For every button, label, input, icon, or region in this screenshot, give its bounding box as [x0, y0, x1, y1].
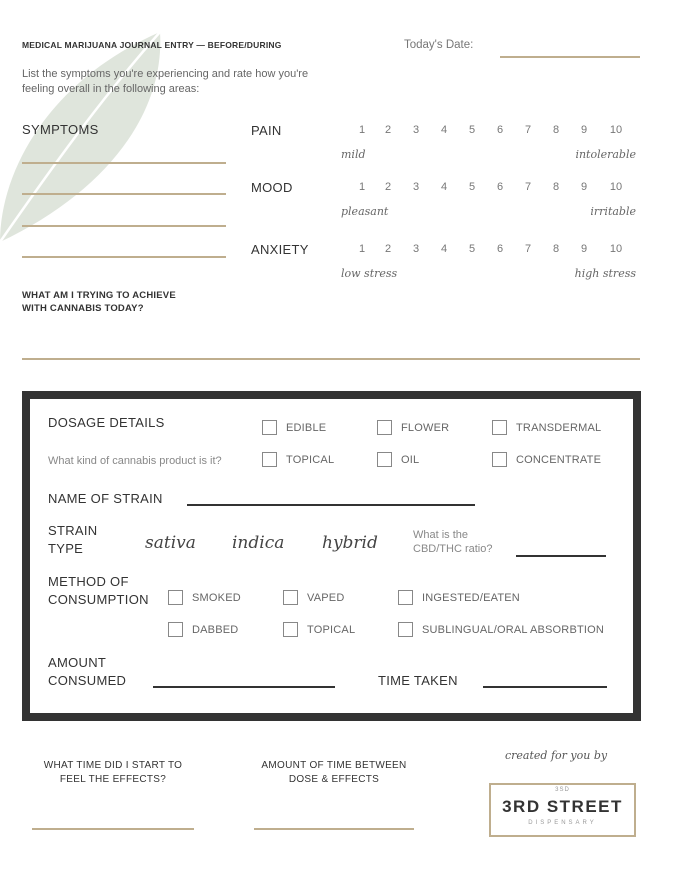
method-label-line: METHOD OF [48, 574, 129, 589]
goal-question-line: WITH CANNABIS TODAY? [22, 303, 144, 314]
sublingual-label: SUBLINGUAL/ORAL ABSORBTION [422, 624, 605, 636]
strain-name-field[interactable] [187, 504, 475, 506]
amount-label [48, 654, 126, 690]
scale-number[interactable]: 7 [524, 181, 532, 193]
credit-text: created for you by [505, 749, 608, 762]
ingested-label: INGESTED/EATEN [422, 592, 520, 604]
scale-number[interactable]: 8 [552, 181, 560, 193]
smoked-label: SMOKED [192, 592, 241, 604]
scale-high-label: high stress [574, 267, 636, 280]
time-between-field[interactable] [254, 828, 414, 830]
vaped-checkbox[interactable] [283, 590, 298, 605]
topical-product-label: TOPICAL [286, 454, 335, 466]
time-between-question-line: AMOUNT OF TIME BETWEEN [261, 760, 407, 771]
scale-number[interactable]: 4 [440, 181, 448, 193]
dabbed-label: DABBED [192, 624, 239, 636]
scale-high-label: irritable [590, 205, 636, 218]
scale-number[interactable]: 1 [358, 181, 366, 193]
edible-checkbox[interactable] [262, 420, 277, 435]
amount-label-line: CONSUMED [48, 673, 127, 688]
symptom-line[interactable] [22, 225, 226, 227]
scale-number[interactable]: 7 [524, 243, 532, 255]
time-between-question-line: DOSE & EFFECTS [288, 774, 380, 785]
edible-label: EDIBLE [286, 422, 327, 434]
oil-checkbox[interactable] [377, 452, 392, 467]
scale-number[interactable]: 1 [358, 124, 366, 136]
scale-number[interactable]: 10 [609, 243, 623, 255]
scale-number[interactable]: 10 [609, 181, 623, 193]
scale-label-mood: MOOD [251, 180, 293, 195]
strain-indica-option[interactable]: indica [232, 533, 285, 553]
symptom-line[interactable] [22, 193, 226, 195]
strain-sativa-option[interactable]: sativa [145, 533, 196, 553]
scale-number[interactable]: 7 [524, 124, 532, 136]
ratio-question-line: CBD/THC ratio? [413, 543, 493, 555]
symptom-line[interactable] [22, 162, 226, 164]
strain-type-label-line: TYPE [48, 541, 84, 556]
goal-question-line: WHAT AM I TRYING TO ACHIEVE [22, 290, 176, 301]
logo-main-text: 3RD STREET [502, 797, 623, 816]
amount-label-line: AMOUNT [48, 655, 107, 670]
scale-number[interactable]: 8 [552, 124, 560, 136]
ratio-question [413, 528, 492, 556]
scale-label-anxiety: ANXIETY [251, 242, 309, 257]
scale-number[interactable]: 5 [468, 124, 476, 136]
journal-title: MEDICAL MARIJUANA JOURNAL ENTRY — BEFORE/DURING [22, 40, 282, 50]
method-label-line: CONSUMPTION [48, 592, 149, 607]
oil-label: OIL [401, 454, 420, 466]
flower-label: FLOWER [401, 422, 450, 434]
goal-answer-line[interactable] [22, 358, 640, 360]
goal-question [22, 289, 176, 315]
scale-number[interactable]: 6 [496, 124, 504, 136]
time-taken-label: TIME TAKEN [378, 673, 458, 688]
topical-method-checkbox[interactable] [283, 622, 298, 637]
dispensary-logo [489, 783, 636, 837]
time-taken-field[interactable] [483, 686, 607, 688]
scale-number[interactable]: 5 [468, 181, 476, 193]
scale-number[interactable]: 6 [496, 181, 504, 193]
transdermal-checkbox[interactable] [492, 420, 507, 435]
scale-number[interactable]: 2 [384, 124, 392, 136]
amount-field[interactable] [153, 686, 335, 688]
scale-number[interactable]: 5 [468, 243, 476, 255]
strain-type-label-line: STRAIN [48, 523, 98, 538]
scale-number[interactable]: 10 [609, 124, 623, 136]
strain-type-label [48, 522, 97, 558]
product-question: What kind of cannabis product is it? [48, 455, 222, 467]
transdermal-label: TRANSDERMAL [516, 422, 602, 434]
dosage-title: DOSAGE DETAILS [48, 415, 165, 430]
logo-small-text: 3SD [555, 787, 570, 793]
scale-number[interactable]: 3 [412, 124, 420, 136]
scale-number[interactable]: 3 [412, 181, 420, 193]
scale-number[interactable]: 6 [496, 243, 504, 255]
symptoms-heading: SYMPTOMS [22, 122, 99, 137]
strain-hybrid-option[interactable]: hybrid [322, 533, 378, 553]
effects-start-question-line: FEEL THE EFFECTS? [59, 774, 167, 785]
smoked-checkbox[interactable] [168, 590, 183, 605]
scale-low-label: pleasant [341, 205, 389, 218]
scale-number[interactable]: 8 [552, 243, 560, 255]
date-label: Today's Date: [404, 39, 474, 51]
intro-text: List the symptoms you're experiencing and rate how you're feeling overall in the following areas: [22, 68, 309, 95]
ratio-field[interactable] [516, 555, 606, 557]
vaped-label: VAPED [307, 592, 345, 604]
scale-number[interactable]: 9 [580, 181, 588, 193]
scale-high-label: intolerable [575, 148, 636, 161]
scale-number[interactable]: 9 [580, 124, 588, 136]
scale-low-label: mild [341, 148, 366, 161]
scale-low-label: low stress [341, 267, 398, 280]
symptom-line[interactable] [22, 256, 226, 258]
method-label [48, 573, 149, 609]
sublingual-checkbox[interactable] [398, 622, 413, 637]
scale-number[interactable]: 4 [440, 243, 448, 255]
time-between-question [248, 759, 420, 787]
scale-number[interactable]: 3 [412, 243, 420, 255]
ingested-checkbox[interactable] [398, 590, 413, 605]
scale-number[interactable]: 1 [358, 243, 366, 255]
flower-checkbox[interactable] [377, 420, 392, 435]
date-field[interactable] [500, 56, 640, 58]
effects-start-field[interactable] [32, 828, 194, 830]
dabbed-checkbox[interactable] [168, 622, 183, 637]
scale-number[interactable]: 9 [580, 243, 588, 255]
effects-start-question-line: WHAT TIME DID I START TO [43, 760, 183, 771]
scale-number[interactable]: 2 [384, 243, 392, 255]
concentrate-checkbox[interactable] [492, 452, 507, 467]
topical-method-label: TOPICAL [307, 624, 356, 636]
scale-number[interactable]: 2 [384, 181, 392, 193]
concentrate-label: CONCENTRATE [516, 454, 602, 466]
topical-product-checkbox[interactable] [262, 452, 277, 467]
scale-number[interactable]: 4 [440, 124, 448, 136]
scale-label-pain: PAIN [251, 123, 282, 138]
effects-start-question [30, 759, 196, 787]
strain-name-label: NAME OF STRAIN [48, 491, 163, 506]
logo-sub-text: DISPENSARY [528, 820, 597, 826]
ratio-question-line: What is the [413, 529, 469, 541]
